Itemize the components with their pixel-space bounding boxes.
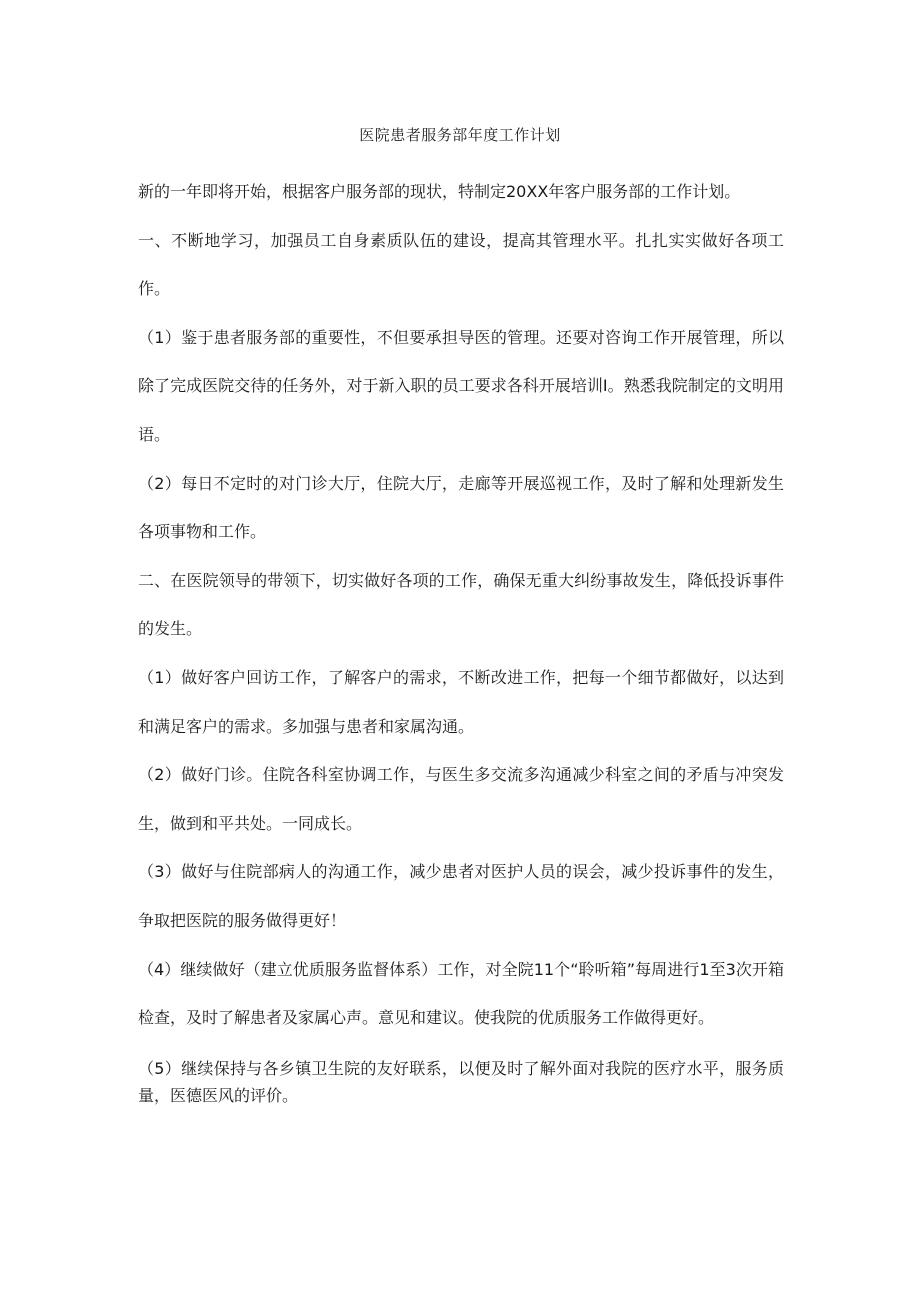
- section-two-heading: 二、在医院领导的带领下，切实做好各项的工作，确保无重大纠纷事故发生，降低投诉事件的发生。: [138, 570, 784, 639]
- document-body: [138, 168, 784, 1109]
- section-two-item-1: （1）做好客户回访工作，了解客户的需求，不断改进工作，把每一个细节都做好，以达到和满足客户的需求。多加强与患者和家属沟通。: [138, 667, 784, 736]
- section-one-item-1: （1）鉴于患者服务部的重要性，不但要承担导医的管理。还要对咨询工作开展管理，所以除了完成医院交待的任务外，对于新入职的员工要求各科开展培训I。熟悉我院制定的文明用语。: [138, 327, 784, 444]
- intro-paragraph: 新的一年即将开始，根据客户服务部的现状，特制定20XX年客户服务部的工作计划。: [138, 182, 741, 201]
- document-title: 医院患者服务部年度工作计划: [359, 126, 561, 144]
- section-two-item-2: （2）做好门诊。住院各科室协调工作，与医生多交流多沟通减少科室之间的矛盾与冲突发生，做到和平共处。一同成长。: [138, 765, 784, 833]
- section-one-item-2: （2）每日不定时的对门诊大厅，住院大厅，走廊等开展巡视工作，及时了解和处理新发生各项事物和工作。: [138, 473, 784, 542]
- section-two-item-5: （5）继续保持与各乡镇卫生院的友好联系，以便及时了解外面对我院的医疗水平，服务质量，医德医风的评价。: [138, 1058, 784, 1105]
- section-two-item-4: （4）继续做好（建立优质服务监督体系）工作，对全院11个“聆听箱”每周进行1至3次开箱检查，及时了解患者及家属心声。意见和建议。使我院的优质服务工作做得更好。: [138, 959, 784, 1028]
- section-one-heading: 一、不断地学习，加强员工自身素质队伍的建设，提高其管理水平。扎扎实实做好各项工作。: [138, 230, 784, 299]
- section-two-item-3: （3）做好与住院部病人的沟通工作，减少患者对医护人员的误会，减少投诉事件的发生，争取把医院的服务做得更好！: [138, 862, 784, 930]
